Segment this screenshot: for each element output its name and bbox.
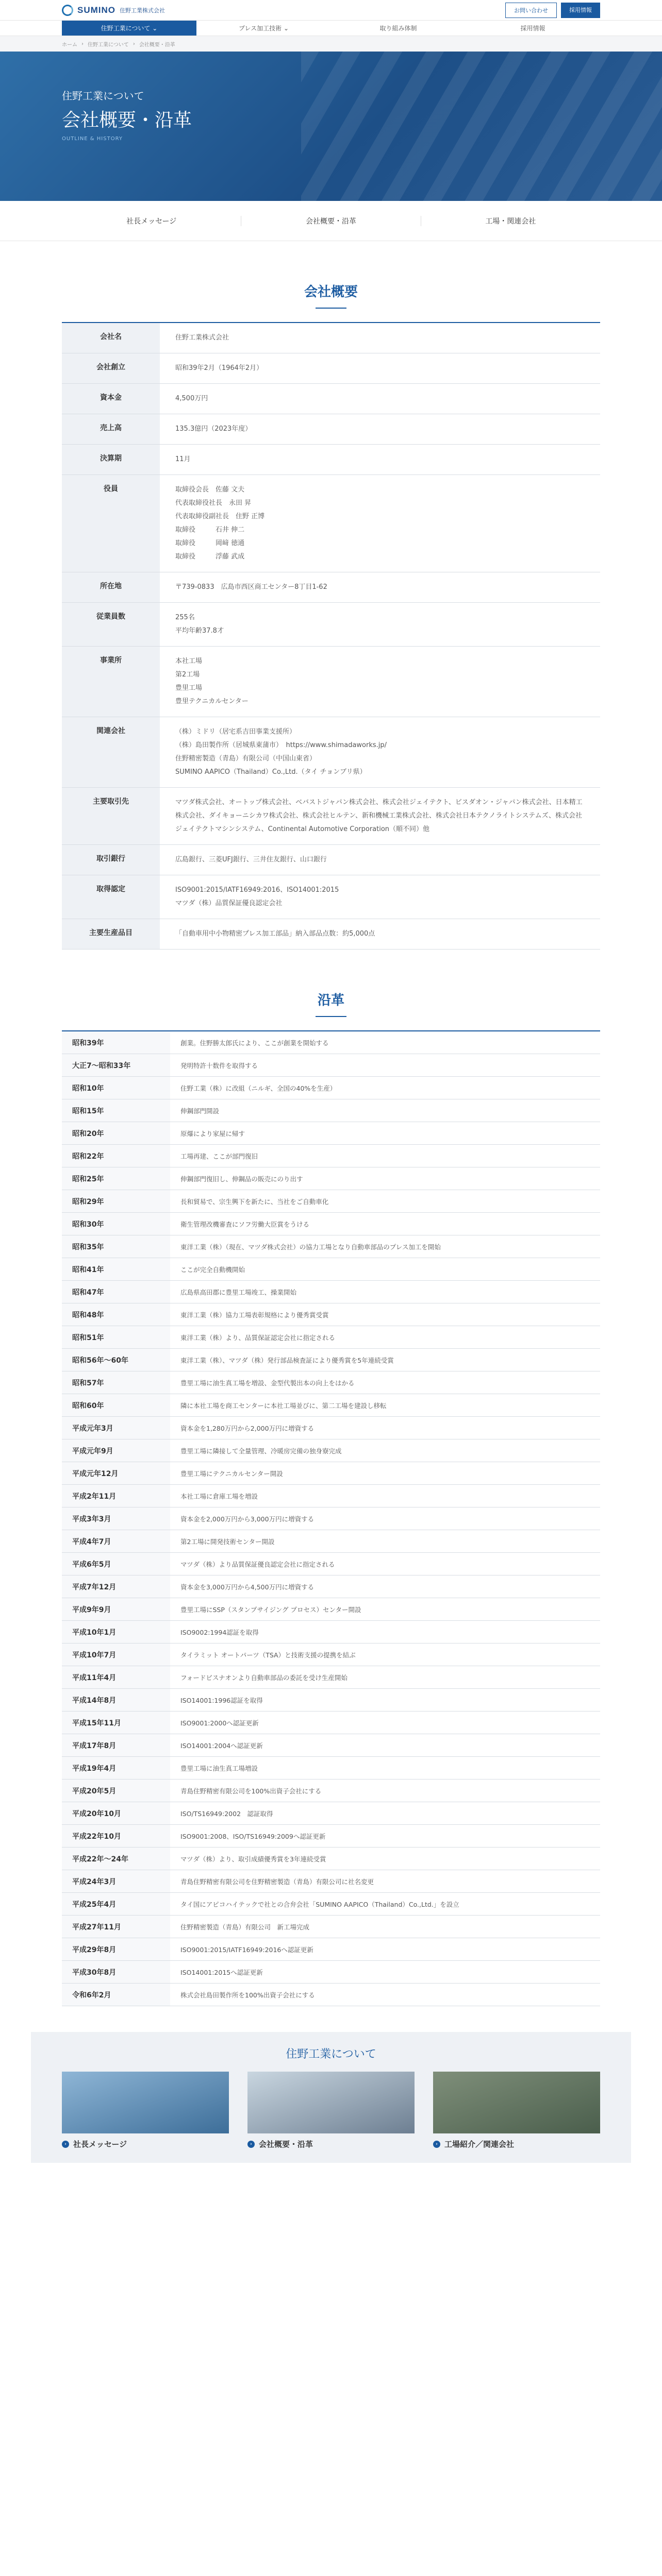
breadcrumb-separator: › xyxy=(133,41,135,47)
history-year: 平成29年8月 xyxy=(62,1938,170,1960)
history-year: 平成11年4月 xyxy=(62,1666,170,1688)
arrow-icon: › xyxy=(247,2141,255,2148)
profile-row xyxy=(62,445,600,475)
history-row xyxy=(62,1417,600,1439)
utility-nav xyxy=(505,3,600,18)
history-event: 原爆により家屋に帰す xyxy=(180,1129,245,1138)
history-event: 資本金を3,000万円から4,500万円に増資する xyxy=(180,1583,315,1591)
history-row xyxy=(62,1848,600,1870)
history-year: 平成3年3月 xyxy=(62,1507,170,1530)
history-year: 平成30年8月 xyxy=(62,1961,170,1983)
history-year: 平成9年9月 xyxy=(62,1598,170,1620)
profile-row xyxy=(62,919,600,950)
history-year: 昭和29年 xyxy=(62,1190,170,1212)
profile-value: 255名 平均年齢37.8才 xyxy=(160,603,600,647)
card-image xyxy=(247,2072,415,2133)
history-year: 昭和60年 xyxy=(62,1394,170,1416)
logo-subtext: 住野工業株式会社 xyxy=(120,7,165,14)
history-event: ISO9001:2008、ISO/TS16949:2009へ認証更新 xyxy=(180,1832,326,1840)
profile-row xyxy=(62,875,600,919)
history-event: 隣に本社工場を商工センターに本社工場並びに、第二工場を建設し移転 xyxy=(180,1401,387,1410)
profile-value: 昭和39年2月（1964年2月） xyxy=(160,353,600,384)
anchor-message[interactable]: 社長メッセージ xyxy=(62,216,241,226)
history-event: 株式会社島田製作所を100%出資子会社にする xyxy=(180,1991,315,1999)
history-event: ISO9001:2015/IATF16949:2016へ認証更新 xyxy=(180,1945,313,1954)
history-list xyxy=(62,1030,600,2006)
profile-value: ISO9001:2015/IATF16949:2016、ISO14001:2015 マツダ（株）品質保証優良認定会社 xyxy=(160,875,600,919)
history-row xyxy=(62,1213,600,1235)
profile-row xyxy=(62,353,600,384)
history-event: 住野工業（株）に改組（ニルギ、全国の40%を生産） xyxy=(180,1084,337,1092)
profile-table xyxy=(62,322,600,950)
profile-value: マツダ株式会社、オートップ株式会社、ベバストジャパン株式会社、株式会社ジェイテクト、ビスダオン・ジャパン株式会社、日本精工株式会社、ダイキョーニシカワ株式会社、株式会社ヒルテン、新和機械工業株式会社、株式会社日本テクノライトシステムズ、株式会社ジェイテクトマシンシステム、Continental Automotive Corporation（順不同）他 xyxy=(160,788,600,845)
global-nav xyxy=(0,21,662,36)
card-label: 工場紹介／関連会社 xyxy=(444,2140,515,2149)
history-event: ISO14001:2015へ認証更新 xyxy=(180,1968,263,1976)
page-hero xyxy=(0,52,662,201)
history-event: 豊里工場に隣接して全量管理、冷暖房完備の独身寮完成 xyxy=(180,1447,342,1455)
history-event: フォードビスナオンより自動車部品の委託を受け生産開始 xyxy=(180,1673,347,1682)
history-year: 平成22年〜24年 xyxy=(62,1848,170,1870)
profile-value: 〒739-0833 広島市西区商工センター8丁目1-62 xyxy=(160,572,600,603)
history-row xyxy=(62,1666,600,1689)
history-year: 平成10年7月 xyxy=(62,1643,170,1666)
profile-label: 主要取引先 xyxy=(62,788,160,845)
history-event: 東洋工業（株）より、品質保証認定会社に指定される xyxy=(180,1333,336,1342)
history-event: 青島住野精密有限公司を住野精密製造（青島）有限公司に社名変更 xyxy=(180,1877,374,1886)
profile-label: 事業所 xyxy=(62,647,160,717)
profile-label: 主要生産品目 xyxy=(62,919,160,950)
about-cards xyxy=(62,2072,600,2149)
history-year: 平成4年7月 xyxy=(62,1530,170,1552)
breadcrumb-home[interactable]: ホーム xyxy=(62,42,77,48)
hero-english-title: OUTLINE & HISTORY xyxy=(62,136,123,142)
profile-row xyxy=(62,572,600,603)
profile-value: 本社工場 第2工場 豊里工場 豊里テクニカルセンター xyxy=(160,647,600,717)
anchor-factory[interactable]: 工場・関連会社 xyxy=(485,217,536,226)
history-event: 広島県高田郡に豊里工場竣工、操業開始 xyxy=(180,1288,297,1296)
history-year: 昭和48年 xyxy=(62,1303,170,1326)
history-event: 本社工場に倉庫工場を増設 xyxy=(180,1492,258,1500)
history-event: タイ国にアピコハイテックで社との合弁会社「SUMINO AAPICO（Thailand）Co.,Ltd.」を設立 xyxy=(180,1900,459,1908)
history-year: 大正7〜昭和33年 xyxy=(62,1054,170,1076)
profile-value: 11月 xyxy=(160,445,600,475)
site-header xyxy=(0,0,662,21)
history-event: 住野精密製造（青島）有限公司 新工場完成 xyxy=(180,1923,310,1931)
history-row xyxy=(62,1916,600,1938)
card-image xyxy=(433,2072,600,2133)
history-event: 工場再建、ここが部門復旧 xyxy=(180,1152,258,1160)
history-event: 衛生管理改機審査にソフ労働大臣賞をうける xyxy=(180,1220,310,1228)
breadcrumb xyxy=(0,36,662,52)
profile-label: 関連会社 xyxy=(62,717,160,788)
arrow-icon: › xyxy=(433,2141,440,2148)
page-title: 会社概要・沿革 xyxy=(62,110,192,131)
history-row xyxy=(62,1326,600,1349)
history-event: 豊里工場にテクニカルセンター開設 xyxy=(180,1469,283,1478)
history-year: 平成15年11月 xyxy=(62,1711,170,1734)
history-row xyxy=(62,1349,600,1371)
history-row xyxy=(62,1870,600,1893)
history-year: 平成元年3月 xyxy=(62,1417,170,1439)
history-row xyxy=(62,1643,600,1666)
arrow-icon: › xyxy=(62,2141,69,2148)
history-event: ここが完全自動機開始 xyxy=(180,1265,245,1274)
history-event: ISO14001:2004へ認証更新 xyxy=(180,1741,263,1750)
breadcrumb-current: 会社概要・沿革 xyxy=(139,42,175,48)
history-year: 昭和35年 xyxy=(62,1235,170,1258)
profile-row xyxy=(62,788,600,845)
profile-value: （株）ミドリ（居宅系吉田事業支援所） （株）島田製作所（居城県東蒲市） https://www.shimadaworks.jp/ 住野精密製造（青島）有限公司（中国山東省） SUMINO AAPICO（Thailand）Co.,Ltd.（タイ チョンブリ県） xyxy=(160,717,600,788)
history-year: 昭和22年 xyxy=(62,1145,170,1167)
card-label: 社長メッセージ xyxy=(73,2140,127,2149)
history-row xyxy=(62,1462,600,1485)
profile-value: 広島銀行、三菱UFJ銀行、三井住友銀行、山口銀行 xyxy=(160,845,600,875)
anchor-nav xyxy=(0,201,662,241)
history-year: 平成元年12月 xyxy=(62,1462,170,1484)
history-year: 平成6年5月 xyxy=(62,1553,170,1575)
hero-subtitle: 住野工業について xyxy=(62,90,144,102)
history-row xyxy=(62,1825,600,1848)
logo-text: SUMINO xyxy=(77,5,115,15)
history-event: 東洋工業（株）（現在、マツダ株式会社）の協力工場となり自動車部品のプレス加工を開始 xyxy=(180,1243,441,1251)
history-event: 第2工場に開発技術センター開設 xyxy=(180,1537,275,1546)
history-year: 昭和20年 xyxy=(62,1122,170,1144)
about-heading: 住野工業について xyxy=(286,2048,376,2061)
history-year: 昭和51年 xyxy=(62,1326,170,1348)
profile-value: 取締役会長 佐藤 文夫 代表取締役社長 永田 昇 代表取締役副社長 住野 正博 取締役 石井 伸二 取締役 岡﨑 徳通 取締役 浮藤 武成 xyxy=(160,475,600,572)
history-year: 昭和57年 xyxy=(62,1371,170,1394)
gnav-item-recruit[interactable]: 採用情報 xyxy=(520,25,545,32)
history-row xyxy=(62,1258,600,1281)
history-row xyxy=(62,1780,600,1802)
breadcrumb-about[interactable]: 住野工業について xyxy=(88,42,129,48)
history-row xyxy=(62,1961,600,1984)
history-event: 青島住野精密有限公司を100%出資子会社にする xyxy=(180,1787,322,1795)
history-row xyxy=(62,1439,600,1462)
history-year: 平成20年5月 xyxy=(62,1780,170,1802)
card-label: 会社概要・沿革 xyxy=(259,2140,313,2149)
history-year: 昭和15年 xyxy=(62,1099,170,1122)
history-year: 平成22年10月 xyxy=(62,1825,170,1847)
history-row xyxy=(62,1530,600,1553)
history-year: 令和6年2月 xyxy=(62,1984,170,2006)
history-event: ISO14001:1996認証を取得 xyxy=(180,1696,263,1704)
history-event: 東洋工業（株）、マツダ（株）発行部品検査証により優秀賞を5年連続受賞 xyxy=(180,1356,394,1364)
history-event: タイラミット オートパーツ（TSA）と技術支援の提携を結ぶ xyxy=(180,1651,356,1659)
profile-row xyxy=(62,647,600,717)
history-row xyxy=(62,1054,600,1077)
history-year: 平成20年10月 xyxy=(62,1802,170,1824)
history-row xyxy=(62,1621,600,1643)
history-event: 発明特許十数件を取得する xyxy=(180,1061,258,1070)
history-row xyxy=(62,1167,600,1190)
history-year: 昭和10年 xyxy=(62,1077,170,1099)
profile-heading: 会社概要 xyxy=(0,281,662,309)
history-row xyxy=(62,1984,600,2006)
history-year: 昭和47年 xyxy=(62,1281,170,1303)
history-row xyxy=(62,1235,600,1258)
profile-value: 4,500万円 xyxy=(160,384,600,414)
history-year: 平成7年12月 xyxy=(62,1575,170,1598)
history-row xyxy=(62,1757,600,1780)
profile-row xyxy=(62,414,600,445)
gnav-item-technology[interactable]: プレス加工技術 ⌄ xyxy=(238,25,289,32)
history-row xyxy=(62,1598,600,1621)
history-year: 平成元年9月 xyxy=(62,1439,170,1462)
history-row xyxy=(62,1553,600,1575)
history-year: 平成10年1月 xyxy=(62,1621,170,1643)
history-heading: 沿革 xyxy=(0,990,662,1017)
profile-label: 会社名 xyxy=(62,323,160,353)
contact-button[interactable]: お問い合わせ xyxy=(505,3,557,18)
card-outline[interactable] xyxy=(247,2072,415,2149)
profile-row xyxy=(62,845,600,875)
profile-label: 資本金 xyxy=(62,384,160,414)
history-row xyxy=(62,1507,600,1530)
profile-row xyxy=(62,603,600,647)
history-row xyxy=(62,1485,600,1507)
history-year: 昭和39年 xyxy=(62,1031,170,1054)
history-year: 平成14年8月 xyxy=(62,1689,170,1711)
history-row xyxy=(62,1394,600,1417)
history-year: 昭和56年〜60年 xyxy=(62,1349,170,1371)
history-event: 資本金を2,000万円から3,000万円に増資する xyxy=(180,1515,315,1523)
profile-value: 135.3億円（2023年度） xyxy=(160,414,600,445)
history-year: 平成17年8月 xyxy=(62,1734,170,1756)
history-row xyxy=(62,1281,600,1303)
anchor-outline[interactable]: 会社概要・沿革 xyxy=(241,216,421,226)
history-year: 昭和30年 xyxy=(62,1213,170,1235)
profile-label: 取得認定 xyxy=(62,875,160,919)
history-event: 長和貿易で、宗生興下を新たに、当社をご自動車化 xyxy=(180,1197,329,1206)
profile-value: 「自動車用中小物精密プレス加工部品」納入部品点数：約5,000点 xyxy=(160,919,600,950)
history-event: マツダ（株）より品質保証優良認定会社に指定される xyxy=(180,1560,335,1568)
history-event: 東洋工業（株）協力工場表彰規格により優秀賞受賞 xyxy=(180,1311,329,1319)
history-row xyxy=(62,1371,600,1394)
profile-label: 売上高 xyxy=(62,414,160,445)
history-event: ISO9002:1994認証を取得 xyxy=(180,1628,259,1636)
history-row xyxy=(62,1575,600,1598)
history-row xyxy=(62,1099,600,1122)
history-row xyxy=(62,1734,600,1757)
gnav-item-initiatives[interactable]: 取り組み体制 xyxy=(379,25,417,32)
history-row xyxy=(62,1689,600,1711)
history-row xyxy=(62,1190,600,1213)
profile-row xyxy=(62,717,600,788)
profile-row xyxy=(62,384,600,414)
card-image xyxy=(62,2072,229,2133)
history-event: ISO9001:2000へ認証更新 xyxy=(180,1719,259,1727)
history-row xyxy=(62,1031,600,1054)
recruit-button[interactable]: 採用情報 xyxy=(561,3,600,18)
history-year: 平成25年4月 xyxy=(62,1893,170,1915)
profile-value: 住野工業株式会社 xyxy=(160,323,600,353)
history-event: 創業。住野勝太郎氏により、ここが創業を開始する xyxy=(180,1039,329,1047)
profile-row xyxy=(62,323,600,353)
history-row xyxy=(62,1145,600,1167)
history-year: 平成27年11月 xyxy=(62,1916,170,1938)
history-year: 昭和25年 xyxy=(62,1167,170,1190)
history-row xyxy=(62,1122,600,1145)
history-row xyxy=(62,1303,600,1326)
gnav-item-about[interactable]: 住野工業について ⌄ xyxy=(62,21,196,36)
profile-label: 役員 xyxy=(62,475,160,572)
history-event: 資本金を1,280万円から2,000万円に増資する xyxy=(180,1424,315,1432)
history-event: ISO/TS16949:2002 認証取得 xyxy=(180,1809,273,1818)
history-row xyxy=(62,1711,600,1734)
card-message[interactable] xyxy=(62,2072,229,2149)
about-section xyxy=(31,2032,631,2163)
history-year: 平成24年3月 xyxy=(62,1870,170,1892)
history-year: 平成2年11月 xyxy=(62,1485,170,1507)
profile-label: 決算期 xyxy=(62,445,160,475)
history-year: 平成19年4月 xyxy=(62,1757,170,1779)
profile-label: 従業員数 xyxy=(62,603,160,647)
history-row xyxy=(62,1938,600,1961)
site-logo[interactable] xyxy=(62,5,165,16)
history-event: 豊里工場に油生真工場を増設、金型代製出本の向上をはかる xyxy=(180,1379,355,1387)
card-factory[interactable] xyxy=(433,2072,600,2149)
history-row xyxy=(62,1077,600,1099)
history-event: マツダ（株）より、取引成績優秀賞を3年連続受賞 xyxy=(180,1855,326,1863)
history-year: 昭和41年 xyxy=(62,1258,170,1280)
history-event: 伸鋼部門開設 xyxy=(180,1107,220,1115)
profile-label: 会社創立 xyxy=(62,353,160,384)
logo-icon xyxy=(62,5,73,16)
history-event: 豊里工場に油生真工場増設 xyxy=(180,1764,258,1772)
history-row xyxy=(62,1893,600,1916)
history-event: 伸鋼部門復旧し、伸鋼品の販売にのり出す xyxy=(180,1175,303,1183)
profile-label: 所在地 xyxy=(62,572,160,603)
profile-label: 取引銀行 xyxy=(62,845,160,875)
profile-row xyxy=(62,475,600,572)
breadcrumb-separator: › xyxy=(81,41,84,47)
history-event: 豊里工場にSSP（スタンプサイジング プロセス）センター開設 xyxy=(180,1605,361,1614)
history-row xyxy=(62,1802,600,1825)
